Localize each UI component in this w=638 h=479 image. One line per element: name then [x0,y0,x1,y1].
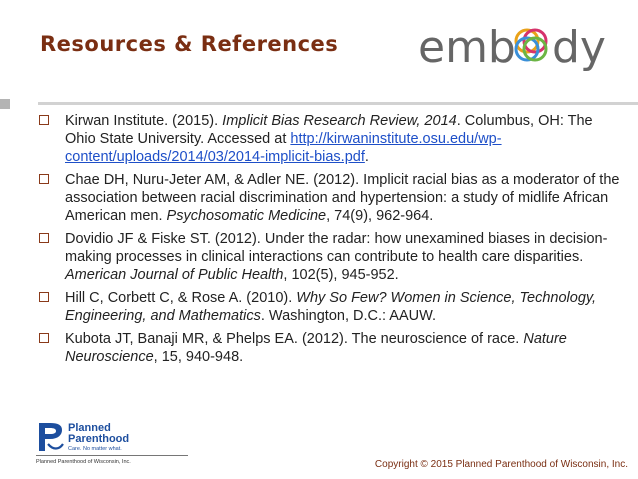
reference-title: Why So Few? Women in Science, Technology, Engineering, and Mathematics [65,290,597,324]
reference-text: . Columbus, OH: The Ohio State University. Accessed at [65,113,593,147]
reference-text: Kubota JT, Banaji MR, & Phelps EA. (2012). The neuroscience of race. [65,331,524,347]
planned-parenthood-logo [36,417,196,467]
reference-item [38,230,623,284]
reference-item [38,289,623,325]
divider-rule [38,102,638,105]
reference-title: Implicit Bias Research Review, 2014 [222,113,457,129]
title-divider [0,99,638,109]
reference-text: Hill C, Corbett C, & Rose A. (2010). [65,290,297,306]
reference-journal: Nature Neuroscience [65,331,567,365]
square-bullet-icon [39,292,49,302]
divider-block [0,99,10,109]
square-bullet-icon [39,174,49,184]
square-bullet-icon [39,115,49,125]
square-bullet-icon [39,233,49,243]
reference-link[interactable]: http://kirwaninstitute.osu.edu/wp-content/uploads/2014/03/2014-implicit-bias.pdf [65,131,502,165]
reference-journal: American Journal of Public Health [65,267,284,283]
planned-parenthood-p-icon [39,423,63,451]
embody-logo-text-right: dy [552,22,606,73]
pp-org-name: Planned Parenthood of Wisconsin, Inc. [36,459,131,465]
reference-text: Chae DH, Nuru-Jeter AM, & Adler NE. (2012). Implicit racial bias as a moderator of the association between racial discrimination and hypertension: a study of midlife African American men. [65,172,620,224]
embody-logo-rings-icon [516,30,546,60]
embody-logo [418,12,618,82]
reference-text: , 74(9), 962-964. [326,208,434,224]
pp-tagline: Care. No matter what. [68,446,122,452]
reference-item [38,171,623,225]
pp-name-line1: Planned [68,422,111,434]
copyright-footer: Copyright © 2015 Planned Parenthood of Wisconsin, Inc. [374,459,628,470]
reference-text: . [364,149,369,165]
reference-journal: Psychosomatic Medicine [166,208,327,224]
pp-name-line2: Parenthood [68,433,130,445]
reference-text: Kirwan Institute. (2015). [65,113,223,129]
reference-text: , 102(5), 945-952. [283,267,399,283]
slide-title: Resources & References [40,32,339,56]
reference-text: Dovidio JF & Fiske ST. (2012). Under the radar: how unexamined biases in decision-making processes in clinical interactions can contribute to health care disparities. [65,231,608,265]
reference-text: , 15, 940-948. [153,349,244,365]
embody-logo-text-left: emb [418,22,516,73]
reference-item [38,330,623,366]
reference-text: . Washington, D.C.: AAUW. [260,308,437,324]
square-bullet-icon [39,333,49,343]
reference-item [38,112,623,166]
reference-list [38,112,623,371]
